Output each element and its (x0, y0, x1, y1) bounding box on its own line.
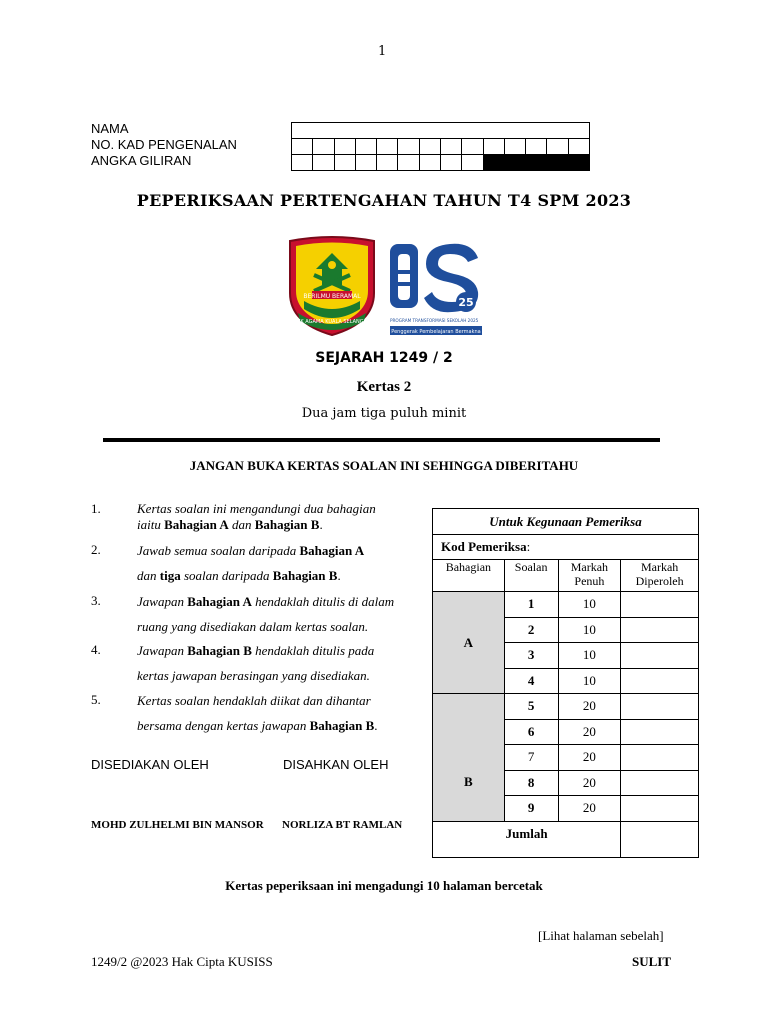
full-marks: 20 (558, 745, 621, 771)
ts25-number: 25 (458, 296, 474, 309)
nama-field[interactable] (292, 123, 589, 139)
ts25-program-text: PROGRAM TRANSFORMASI SEKOLAH 2025 (390, 318, 479, 323)
question-number: 7 (504, 745, 558, 771)
ts25-program-logo (388, 240, 484, 338)
full-marks: 20 (558, 770, 621, 796)
verified-by-label: DISAHKAN OLEH (283, 757, 389, 772)
examiner-code-field[interactable]: Kod Pemeriksa: (433, 535, 699, 560)
col-bahagian: Bahagian (433, 560, 505, 592)
instruction-number: 3. (91, 593, 101, 608)
full-marks: 20 (558, 796, 621, 822)
page-number: 1 (378, 44, 387, 59)
warning-text: JANGAN BUKA KERTAS SOALAN INI SEHINGGA DIBERITAHU (189, 458, 579, 473)
marks-obtained-cell[interactable] (621, 745, 699, 771)
question-number: 4 (504, 668, 558, 694)
full-marks: 20 (558, 694, 621, 720)
instruction-number: 5. (91, 692, 101, 707)
marks-obtained-cell[interactable] (621, 592, 699, 618)
angka-giliran-boxes[interactable] (292, 155, 589, 170)
total-label: Jumlah (433, 821, 621, 857)
identity-grid (291, 122, 590, 171)
marks-obtained-cell[interactable] (621, 694, 699, 720)
identity-labels (91, 121, 237, 169)
exam-duration: Dua jam tiga puluh minit (301, 406, 467, 421)
question-number: 3 (504, 643, 558, 669)
question-number: 1 (504, 592, 558, 618)
section-b: B (433, 694, 505, 822)
section-a: A (433, 592, 505, 694)
ic-number-boxes[interactable] (292, 139, 589, 155)
exam-title: PEPERIKSAAN PERTENGAHAN TAHUN T4 SPM 2023 (136, 191, 632, 210)
marks-obtained-cell[interactable] (621, 719, 699, 745)
page-count-note: Kertas peperiksaan ini mengadungi 10 halaman bercetak (225, 878, 543, 893)
col-soalan: Soalan (504, 560, 558, 592)
subject-code: SEJARAH 1249 / 2 (315, 350, 453, 366)
marks-obtained-cell[interactable] (621, 643, 699, 669)
instruction-number: 2. (91, 542, 101, 557)
marks-obtained-cell[interactable] (621, 796, 699, 822)
marks-obtained-cell[interactable] (621, 770, 699, 796)
next-page-note: [Lihat halaman sebelah] (538, 928, 664, 943)
full-marks: 10 (558, 592, 621, 618)
full-marks: 20 (558, 719, 621, 745)
question-number: 8 (504, 770, 558, 796)
examiner-table-header: Untuk Kegunaan Pemeriksa (433, 509, 699, 535)
label-no-kad-pengenalan: NO. KAD PENGENALAN (91, 137, 237, 152)
ts25-tagline: Penggerak Pembelajaran Bermakna (391, 329, 481, 335)
divider-rule (103, 438, 660, 442)
paper-number: Kertas 2 (356, 379, 412, 395)
instruction-number: 4. (91, 642, 101, 657)
copyright-text: 1249/2 @2023 Hak Cipta KUSISS (91, 954, 273, 969)
question-number: 5 (504, 694, 558, 720)
total-marks-cell[interactable] (621, 821, 699, 857)
crest-school-name: SMK AGAMA KUALA SELANGOR (292, 319, 372, 325)
col-markah-penuh: Markah Penuh (558, 560, 621, 592)
col-markah-diperoleh: Markah Diperoleh (621, 560, 699, 592)
marks-obtained-cell[interactable] (621, 668, 699, 694)
school-crest-logo (284, 235, 380, 339)
label-angka-giliran: ANGKA GILIRAN (91, 153, 192, 168)
examiner-table (432, 508, 699, 858)
sulit-label: SULIT (632, 954, 672, 969)
prepared-by-label: DISEDIAKAN OLEH (91, 757, 209, 772)
verified-by-name: NORLIZA BT RAMLAN (282, 819, 403, 831)
full-marks: 10 (558, 643, 621, 669)
question-number: 6 (504, 719, 558, 745)
instruction-number: 1. (91, 501, 101, 516)
full-marks: 10 (558, 668, 621, 694)
question-number: 2 (504, 617, 558, 643)
marks-obtained-cell[interactable] (621, 617, 699, 643)
prepared-by-name: MOHD ZULHELMI BIN MANSOR (91, 819, 264, 831)
question-number: 9 (504, 796, 558, 822)
label-nama: NAMA (91, 121, 129, 136)
crest-motto: BERILMU BERAMAL (303, 293, 361, 300)
full-marks: 10 (558, 617, 621, 643)
